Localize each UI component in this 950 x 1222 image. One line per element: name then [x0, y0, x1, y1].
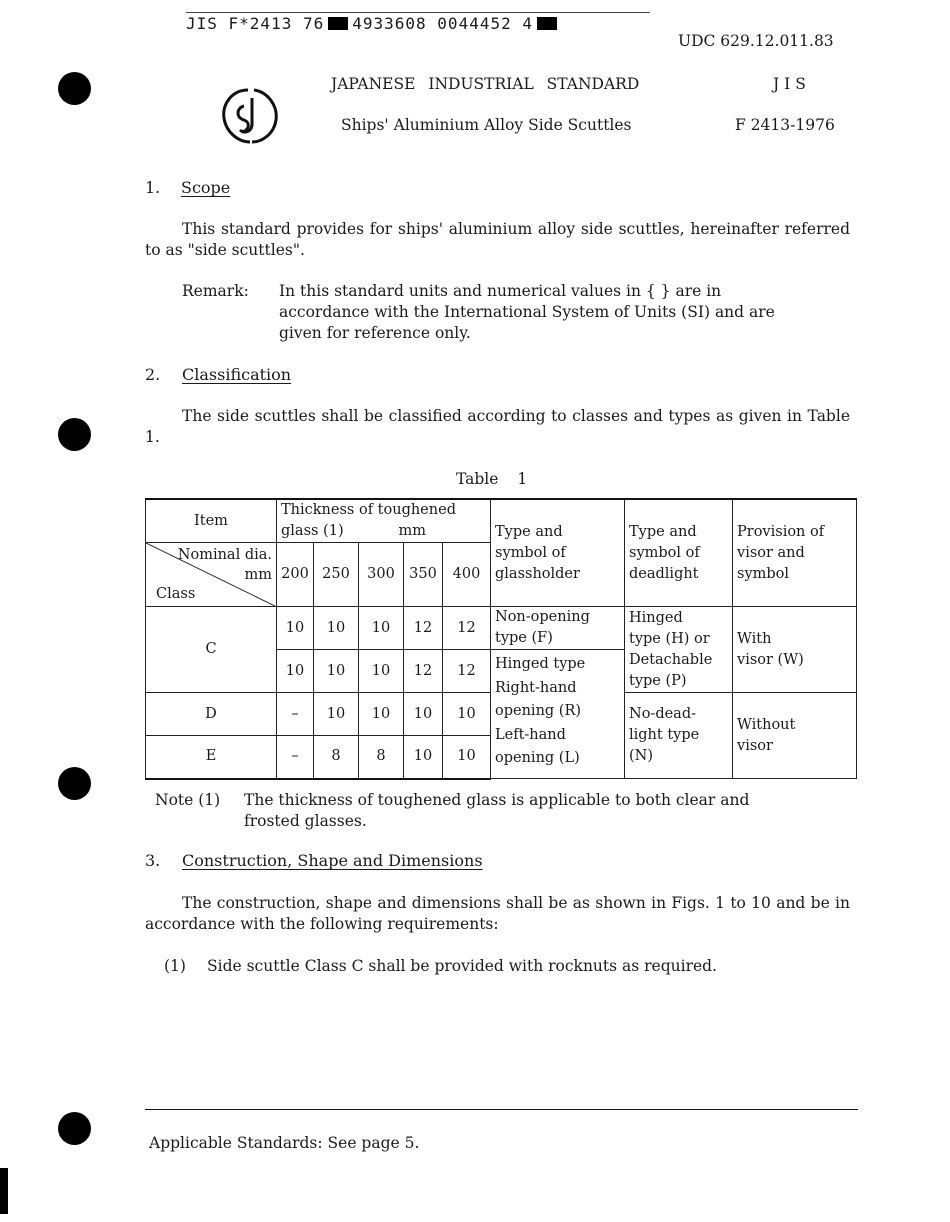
- class-label: Class: [156, 586, 196, 602]
- item-1-text: Side scuttle Class C shall be provided with rocknuts as required.: [207, 957, 718, 975]
- thickness-cell: 10: [359, 650, 404, 693]
- item-header: Item: [146, 499, 277, 543]
- visor-header-line: visor and: [737, 544, 805, 561]
- thickness-cell: 10: [359, 607, 404, 650]
- thickness-cell: 10: [314, 650, 359, 693]
- nominal-label: Nominal dia.: [177, 547, 272, 563]
- class-c-cell: C: [146, 607, 277, 693]
- barcode-block: [328, 17, 348, 30]
- deadlight-hinged-line: type (P): [629, 672, 687, 689]
- thickness-header: [277, 499, 491, 543]
- glassholder-nonopening-line: type (F): [495, 630, 553, 646]
- barcode-left-text: JIS F*2413 76: [186, 14, 325, 33]
- section-3-title: Construction, Shape and Dimensions: [182, 851, 483, 870]
- deadlight-header-line: Type and: [629, 523, 697, 540]
- visor-without-line: Without: [737, 716, 796, 733]
- standard-title: JAPANESE INDUSTRIAL STANDARD: [331, 75, 640, 93]
- deadlight-none-line: No-dead-: [629, 706, 697, 722]
- nominal-unit: mm: [244, 567, 272, 583]
- deadlight-hinged-line: type (H) or: [629, 630, 710, 647]
- glassholder-hinged-line: Right-hand: [495, 679, 577, 696]
- footer-rule: [145, 1109, 858, 1110]
- glassholder-header: [491, 499, 625, 607]
- thickness-cell: 12: [443, 650, 491, 693]
- thickness-cell: 12: [404, 607, 443, 650]
- glassholder-hinged-cell: [491, 650, 625, 779]
- section-3-body: The construction, shape and dimensions shall be as shown in Figs. 1 to 10 and be in accordance with the following requirements:: [145, 894, 850, 933]
- thickness-cell: 10: [404, 736, 443, 779]
- thickness-cell: 8: [359, 736, 404, 779]
- binder-hole: [58, 72, 91, 105]
- thickness-cell: 10: [443, 736, 491, 779]
- thickness-cell: 10: [443, 693, 491, 736]
- binder-hole: [58, 1112, 91, 1145]
- section-2-title: Classification: [182, 365, 292, 384]
- jis-label: J I S: [773, 75, 806, 93]
- glassholder-header-line: glassholder: [495, 565, 580, 582]
- deadlight-hinged-line: Detachable: [629, 651, 713, 668]
- visor-without-cell: [733, 693, 857, 779]
- thickness-cell: 12: [443, 607, 491, 650]
- visor-without-line: visor: [737, 737, 773, 754]
- document-number: F 2413-1976: [735, 116, 835, 134]
- table-caption: Table 1: [456, 470, 528, 488]
- remark-label: Remark:: [182, 282, 249, 300]
- visor-header-line: symbol: [737, 565, 790, 582]
- remark-line: In this standard units and numerical values in { } are in: [279, 282, 722, 300]
- thickness-header-line2: [281, 521, 486, 542]
- deadlight-none-line: (N): [629, 748, 654, 764]
- glassholder-nonopening-cell: [491, 607, 625, 650]
- barcode-mid-text: 4933608 0044452 4: [352, 14, 533, 33]
- thickness-cell: 12: [404, 650, 443, 693]
- jis-logo-icon: [218, 84, 282, 148]
- visor-with-line: With: [737, 630, 772, 647]
- deadlight-header-line: deadlight: [629, 565, 699, 582]
- applicable-standards: Applicable Standards: See page 5.: [149, 1134, 420, 1152]
- diameter-header: 400: [443, 543, 491, 607]
- diameter-header: 300: [359, 543, 404, 607]
- visor-with-line: visor (W): [737, 651, 804, 668]
- document-title: Ships' Aluminium Alloy Side Scuttles: [341, 116, 632, 134]
- thickness-cell: –: [277, 693, 314, 736]
- glassholder-hinged-line: Hinged type: [495, 656, 586, 672]
- thickness-header-line1: Thickness of toughened: [281, 502, 456, 518]
- nominal-class-header: [146, 543, 277, 607]
- glassholder-nonopening-line: Non-opening: [495, 609, 590, 625]
- section-1-body: This standard provides for ships' aluminium alloy side scuttles, hereinafter referred to as "side scuttles".: [145, 220, 850, 259]
- barcode-line: [186, 14, 561, 33]
- remark-line: accordance with the International System of Units (SI) and are: [279, 303, 775, 321]
- glassholder-header-line: symbol of: [495, 544, 566, 561]
- visor-header: [733, 499, 857, 607]
- deadlight-none-line: light type: [629, 727, 700, 743]
- thickness-cell: 10: [277, 607, 314, 650]
- class-e-cell: E: [146, 736, 277, 779]
- diameter-header: 350: [404, 543, 443, 607]
- udc-number: UDC 629.12.011.83: [678, 32, 834, 50]
- deadlight-hinged-line: Hinged: [629, 609, 683, 626]
- barcode-top-rule: [186, 12, 650, 13]
- binder-hole: [58, 418, 91, 451]
- barcode-block: [537, 17, 557, 30]
- remark-line: given for reference only.: [279, 324, 471, 342]
- section-2-number: 2.: [145, 365, 161, 384]
- glassholder-hinged-line: opening (R): [495, 703, 582, 719]
- visor-with-cell: [733, 607, 857, 693]
- section-3-number: 3.: [145, 851, 161, 870]
- deadlight-header-line: symbol of: [629, 544, 700, 561]
- diameter-header: 250: [314, 543, 359, 607]
- deadlight-header: [625, 499, 733, 607]
- nominal-label-block: [178, 545, 272, 585]
- section-2-body: The side scuttles shall be classified according to classes and types as given in Table 1.: [145, 407, 850, 446]
- thickness-cell: 10: [314, 693, 359, 736]
- diameter-header: 200: [277, 543, 314, 607]
- note-line: frosted glasses.: [244, 812, 367, 830]
- thickness-cell: –: [277, 736, 314, 779]
- thickness-cell: 10: [277, 650, 314, 693]
- section-1-number: 1.: [145, 178, 161, 197]
- item-1-label: (1): [164, 957, 186, 975]
- thickness-unit: mm: [398, 523, 426, 539]
- classification-table: [145, 498, 857, 780]
- note-body: [244, 790, 844, 832]
- glassholder-hinged-line: Left-hand: [495, 726, 566, 743]
- glassholder-header-line: Type and: [495, 523, 563, 540]
- binder-hole: [58, 767, 91, 800]
- section-1-title: Scope: [181, 178, 231, 197]
- scan-edge-mark: [0, 1168, 8, 1214]
- thickness-cell: 10: [404, 693, 443, 736]
- thickness-glass-label: glass (1): [281, 523, 344, 539]
- deadlight-none-cell: [625, 693, 733, 779]
- visor-header-line: Provision of: [737, 523, 825, 540]
- class-d-cell: D: [146, 693, 277, 736]
- remark-body: [279, 281, 819, 344]
- deadlight-hinged-cell: [625, 607, 733, 693]
- note-line: The thickness of toughened glass is applicable to both clear and: [244, 791, 750, 809]
- note-label: Note (1): [155, 791, 221, 809]
- thickness-cell: 10: [314, 607, 359, 650]
- thickness-cell: 10: [359, 693, 404, 736]
- glassholder-hinged-line: opening (L): [495, 750, 580, 766]
- thickness-cell: 8: [314, 736, 359, 779]
